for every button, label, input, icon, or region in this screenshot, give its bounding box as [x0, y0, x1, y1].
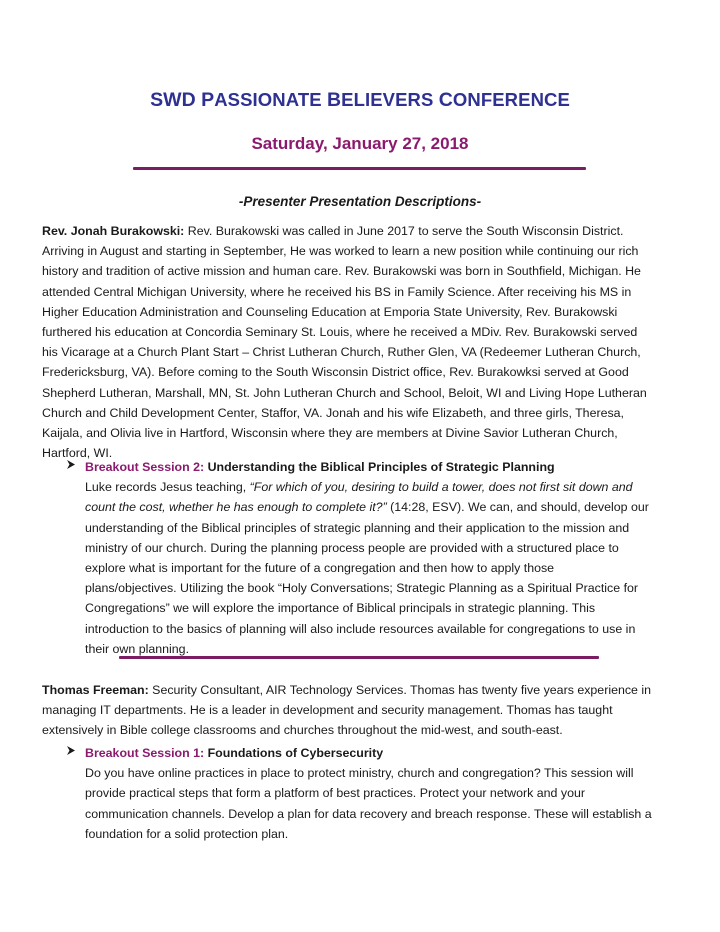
- divider-top: [133, 167, 586, 170]
- bio-line: Kaijala, and Olivia live in Hartford, Wisconsin where they are members at Divine Savior Lutheran Church,: [42, 426, 618, 441]
- session-text: plans/objectives. Utilizing the book “Holy Conversations; Strategic Planning as a Spiritual Practice for: [85, 581, 639, 596]
- bio-line: Security Consultant, AIR Technology Services. Thomas has twenty five years experience in: [148, 683, 652, 697]
- session-text: Do you have online practices in place to protect ministry, church and congregation? This session will: [85, 766, 634, 781]
- presenter-bio-burakowski: [42, 221, 684, 463]
- session-text: explore what is important for the future of a congregation and then how to apply those: [85, 561, 555, 576]
- bio-line: Higher Education Administration and Counseling Education at Emporia State University, Rev. Burakowski: [42, 304, 618, 319]
- bio-line: his Vicarage at a Church Plant Start – Christ Lutheran Church, Ruther Glen, VA (Redeemer Lutheran Church,: [42, 345, 641, 360]
- presenter-name: Rev. Jonah Burakowski:: [42, 224, 185, 238]
- title-word-rest: ELIEVERS: [341, 89, 434, 110]
- bio-line: Rev. Burakowski was called in June 2017 to serve the South Wisconsin District.: [184, 224, 624, 238]
- bio-line: attended Central Michigan University, where he received his BS in Family Science. After receiving his MS in: [42, 284, 632, 299]
- breakout-session-2: [85, 457, 685, 659]
- title-prefix: SWD: [150, 89, 196, 111]
- presenter-name: Thomas Freeman:: [42, 683, 149, 697]
- title-word-rest: ONFERENCE: [452, 89, 570, 110]
- title-word-rest: ASSIONATE: [214, 89, 322, 110]
- conference-title: [0, 89, 720, 112]
- session-text: foundation for a solid protection plan.: [85, 826, 289, 841]
- session-text: introduction to the basics of planning will also include resources available for congregations to use in: [85, 621, 636, 636]
- divider-middle: [119, 656, 599, 659]
- bio-line: Church and Child Development Center, Staffor, VA. Jonah and his wife Elizabeth, and three girls, Theresa,: [42, 405, 625, 420]
- title-word-initial: P: [201, 89, 215, 111]
- session-text: their own planning.: [85, 641, 190, 656]
- bio-line: extensively in Bible college classrooms and churches throughout the mid-west, and south-east.: [42, 723, 563, 738]
- session-text: understanding of the Biblical principles of strategic planning and their application to the mission and: [85, 520, 630, 535]
- bio-line: managing IT departments. He is a leader in development and security management. Thomas has taught: [42, 703, 613, 718]
- presenter-bio-freeman: [42, 680, 684, 741]
- bio-line: Arriving in August and starting in September, He was worked to learn a new position while continuing our rich: [42, 244, 639, 259]
- session-text: ministry of our church. During the planning process people are provided with a structured place to: [85, 540, 619, 555]
- scripture-quote: “For which of you, desiring to build a tower, does not first sit down and: [249, 480, 633, 495]
- session-label: Breakout Session 1:: [85, 746, 205, 760]
- bio-line: history and tradition of active mission and human care. Rev. Burakowski was born in Southfield, Michigan. He: [42, 264, 641, 279]
- session-text: provide practical steps that form a platform of best practices. Protect your network and your: [85, 786, 585, 801]
- session-text: (14:28, ESV). We can, and should, develop our: [386, 500, 649, 515]
- session-text: Congregations” we will explore the importance of Biblical principals in strategic planning. This: [85, 601, 596, 616]
- conference-date: Saturday, January 27, 2018: [251, 134, 469, 153]
- session-text: Luke records Jesus teaching,: [85, 480, 250, 495]
- session-label: Breakout Session 2:: [85, 460, 205, 474]
- bio-line: Fredericksburg, VA). Before coming to the South Wisconsin District office, Rev. Burakowksi served at Good: [42, 365, 629, 380]
- bio-line: furthered his education at Concordia Seminary St. Louis, where he received a MDiv. Rev. Burakowski served: [42, 325, 638, 340]
- breakout-session-1: [85, 743, 685, 844]
- title-word-initial: C: [438, 89, 453, 111]
- title-word-initial: B: [326, 89, 342, 111]
- session-title: Foundations of Cybersecurity: [204, 746, 384, 760]
- arrowhead-bullet-icon: [66, 743, 76, 763]
- session-title: Understanding the Biblical Principles of Strategic Planning: [204, 460, 555, 474]
- session-text: communication channels. Develop a plan for data recovery and breach response. These will establish a: [85, 806, 652, 821]
- bio-line: Hartford, WI.: [42, 446, 113, 461]
- bio-line: Shepherd Lutheran, Marshall, MN, St. John Lutheran Church and School, Beloit, WI and Living Hope Lutheran: [42, 385, 647, 400]
- scripture-quote: count the cost, whether he has enough to complete it?”: [85, 500, 387, 515]
- section-heading: -Presenter Presentation Descriptions-: [238, 194, 482, 209]
- arrowhead-bullet-icon: [66, 457, 76, 477]
